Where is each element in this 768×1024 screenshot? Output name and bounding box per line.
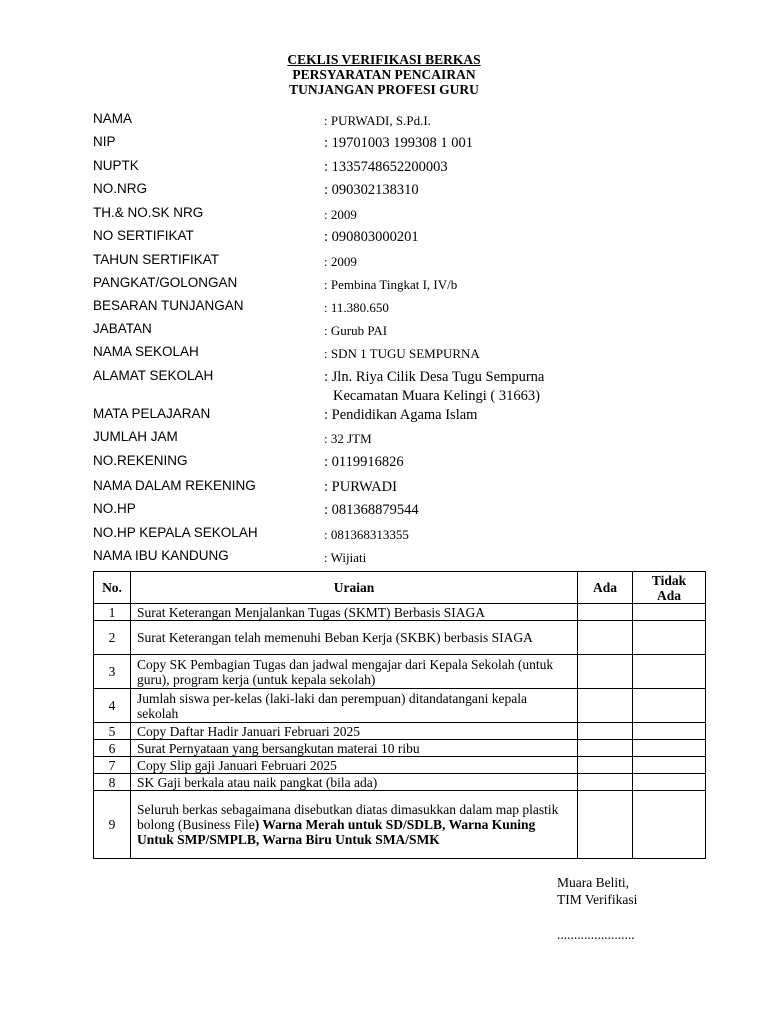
field-label: MATA PELAJARAN: [93, 406, 211, 421]
field-value-line-2: Kecamatan Muara Kelingi ( 31663): [333, 388, 540, 404]
row-number: 7: [94, 757, 131, 774]
field-value: : 090803000201: [324, 229, 419, 245]
field-value: : 11.380.650: [324, 300, 389, 315]
table-row: [94, 774, 706, 791]
row-text: Surat Keterangan Menjalankan Tugas (SKMT) Berbasis SIAGA: [131, 604, 578, 621]
row-number: 6: [94, 740, 131, 757]
tidak-ada-cell[interactable]: [633, 689, 706, 723]
field-value: : PURWADI, S.Pd.I.: [324, 113, 431, 128]
field-label: NIP: [93, 134, 116, 149]
header-no: No.: [94, 572, 131, 604]
ada-cell[interactable]: [578, 757, 633, 774]
ada-cell[interactable]: [578, 604, 633, 621]
document-title: [0, 52, 768, 97]
row-text-bold: ) Warna Merah untuk SD/SDLB, Warna Kuning Untuk SMP/SMPLB, Warna Biru Untuk SMA/SMK: [137, 817, 536, 847]
signature-place: Muara Beliti,: [557, 875, 629, 890]
field-value: : 081368313355: [324, 527, 409, 542]
row-text: [131, 791, 578, 859]
tidak-ada-cell[interactable]: [633, 655, 706, 689]
checklist-table: [93, 571, 706, 859]
field-value: : 2009: [324, 207, 357, 222]
header-tidak-ada: [633, 572, 706, 604]
field-value: : 0119916826: [324, 454, 404, 470]
field-label: PANGKAT/GOLONGAN: [93, 275, 238, 290]
row-number: 2: [94, 621, 131, 655]
field-label: JUMLAH JAM: [93, 429, 178, 444]
field-value: : Wijiati: [324, 550, 367, 565]
field-label: NO.REKENING: [93, 453, 188, 468]
ada-cell[interactable]: [578, 655, 633, 689]
ada-cell[interactable]: [578, 774, 633, 791]
row-text: Copy SK Pembagian Tugas dan jadwal mengajar dari Kepala Sekolah (untuk guru), program kerja (untuk kepala sekolah): [131, 655, 578, 689]
field-value: : 1335748652200003: [324, 159, 448, 175]
title-line-2: PERSYARATAN PENCAIRAN: [292, 67, 476, 82]
ada-cell[interactable]: [578, 621, 633, 655]
tidak-ada-cell[interactable]: [633, 621, 706, 655]
table-header-row: [94, 572, 706, 604]
header-tidak-line-1: Tidak: [651, 572, 687, 588]
title-line-3: TUNJANGAN PROFESI GURU: [289, 82, 479, 97]
signature-line: .......................: [557, 927, 635, 942]
table-row: [94, 757, 706, 774]
field-label: NAMA SEKOLAH: [93, 344, 199, 359]
row-text: Surat Pernyataan yang bersangkutan materai 10 ribu: [131, 740, 578, 757]
field-label: NO.HP: [93, 501, 136, 516]
row-number: 9: [94, 791, 131, 859]
row-text: Copy Slip gaji Januari Februari 2025: [131, 757, 578, 774]
table-row: [94, 621, 706, 655]
row-text: Surat Keterangan telah memenuhi Beban Kerja (SKBK) berbasis SIAGA: [131, 621, 578, 655]
tidak-ada-cell[interactable]: [633, 740, 706, 757]
field-value: : SDN 1 TUGU SEMPURNA: [324, 346, 480, 361]
field-label: NAMA DALAM REKENING: [93, 478, 256, 493]
row-number: 4: [94, 689, 131, 723]
row-text: Copy Daftar Hadir Januari Februari 2025: [131, 723, 578, 740]
field-label: NO.HP KEPALA SEKOLAH: [93, 525, 258, 540]
field-value: : 090302138310: [324, 182, 419, 198]
table-row: [94, 740, 706, 757]
tidak-ada-cell[interactable]: [633, 774, 706, 791]
title-line-1: CEKLIS VERIFIKASI BERKAS: [287, 52, 481, 67]
table-row: [94, 791, 706, 859]
ada-cell[interactable]: [578, 723, 633, 740]
table-row: [94, 655, 706, 689]
row-number: 8: [94, 774, 131, 791]
ada-cell[interactable]: [578, 740, 633, 757]
signature-team: TIM Verifikasi: [557, 892, 638, 907]
field-value: : PURWADI: [324, 479, 397, 495]
table-row: [94, 689, 706, 723]
header-uraian: Uraian: [131, 572, 578, 604]
tidak-ada-cell[interactable]: [633, 791, 706, 859]
row-number: 3: [94, 655, 131, 689]
signature-block: [557, 874, 637, 943]
table-row: [94, 723, 706, 740]
field-label: NO SERTIFIKAT: [93, 228, 194, 243]
field-label: TAHUN SERTIFIKAT: [93, 252, 220, 267]
row-text: SK Gaji berkala atau naik pangkat (bila ada): [131, 774, 578, 791]
ada-cell[interactable]: [578, 689, 633, 723]
field-value: : 081368879544: [324, 502, 419, 518]
field-label: JABATAN: [93, 321, 152, 336]
row-text-regular: Seluruh berkas sebagaimana disebutkan diatas dimasukkan dalam map plastik bolong (Business File: [137, 802, 559, 832]
row-text: Jumlah siswa per-kelas (laki-laki dan perempuan) ditandatangani kepala sekolah: [131, 689, 578, 723]
row-number: 5: [94, 723, 131, 740]
field-value: : 32 JTM: [324, 431, 372, 446]
field-value: : Pendidikan Agama Islam: [324, 407, 478, 423]
tidak-ada-cell[interactable]: [633, 723, 706, 740]
field-value: : Jln. Riya Cilik Desa Tugu Sempurna: [324, 369, 545, 385]
ada-cell[interactable]: [578, 791, 633, 859]
field-label: NUPTK: [93, 158, 139, 173]
field-value: : 19701003 199308 1 001: [324, 135, 474, 151]
table-row: [94, 604, 706, 621]
tidak-ada-cell[interactable]: [633, 757, 706, 774]
header-ada: Ada: [578, 572, 633, 604]
field-value: : Pembina Tingkat I, IV/b: [324, 277, 458, 292]
field-label: ALAMAT SEKOLAH: [93, 368, 214, 383]
field-label: NAMA: [93, 111, 133, 126]
field-label: BESARAN TUNJANGAN: [93, 298, 244, 313]
field-value: : Gurub PAI: [324, 323, 388, 338]
field-label: NO.NRG: [93, 181, 147, 196]
tidak-ada-cell[interactable]: [633, 604, 706, 621]
field-label: NAMA IBU KANDUNG: [93, 548, 229, 563]
field-label: TH.& NO.SK NRG: [93, 205, 204, 220]
field-value: : 2009: [324, 254, 357, 269]
header-tidak-line-2: Ada: [656, 587, 681, 603]
row-number: 1: [94, 604, 131, 621]
